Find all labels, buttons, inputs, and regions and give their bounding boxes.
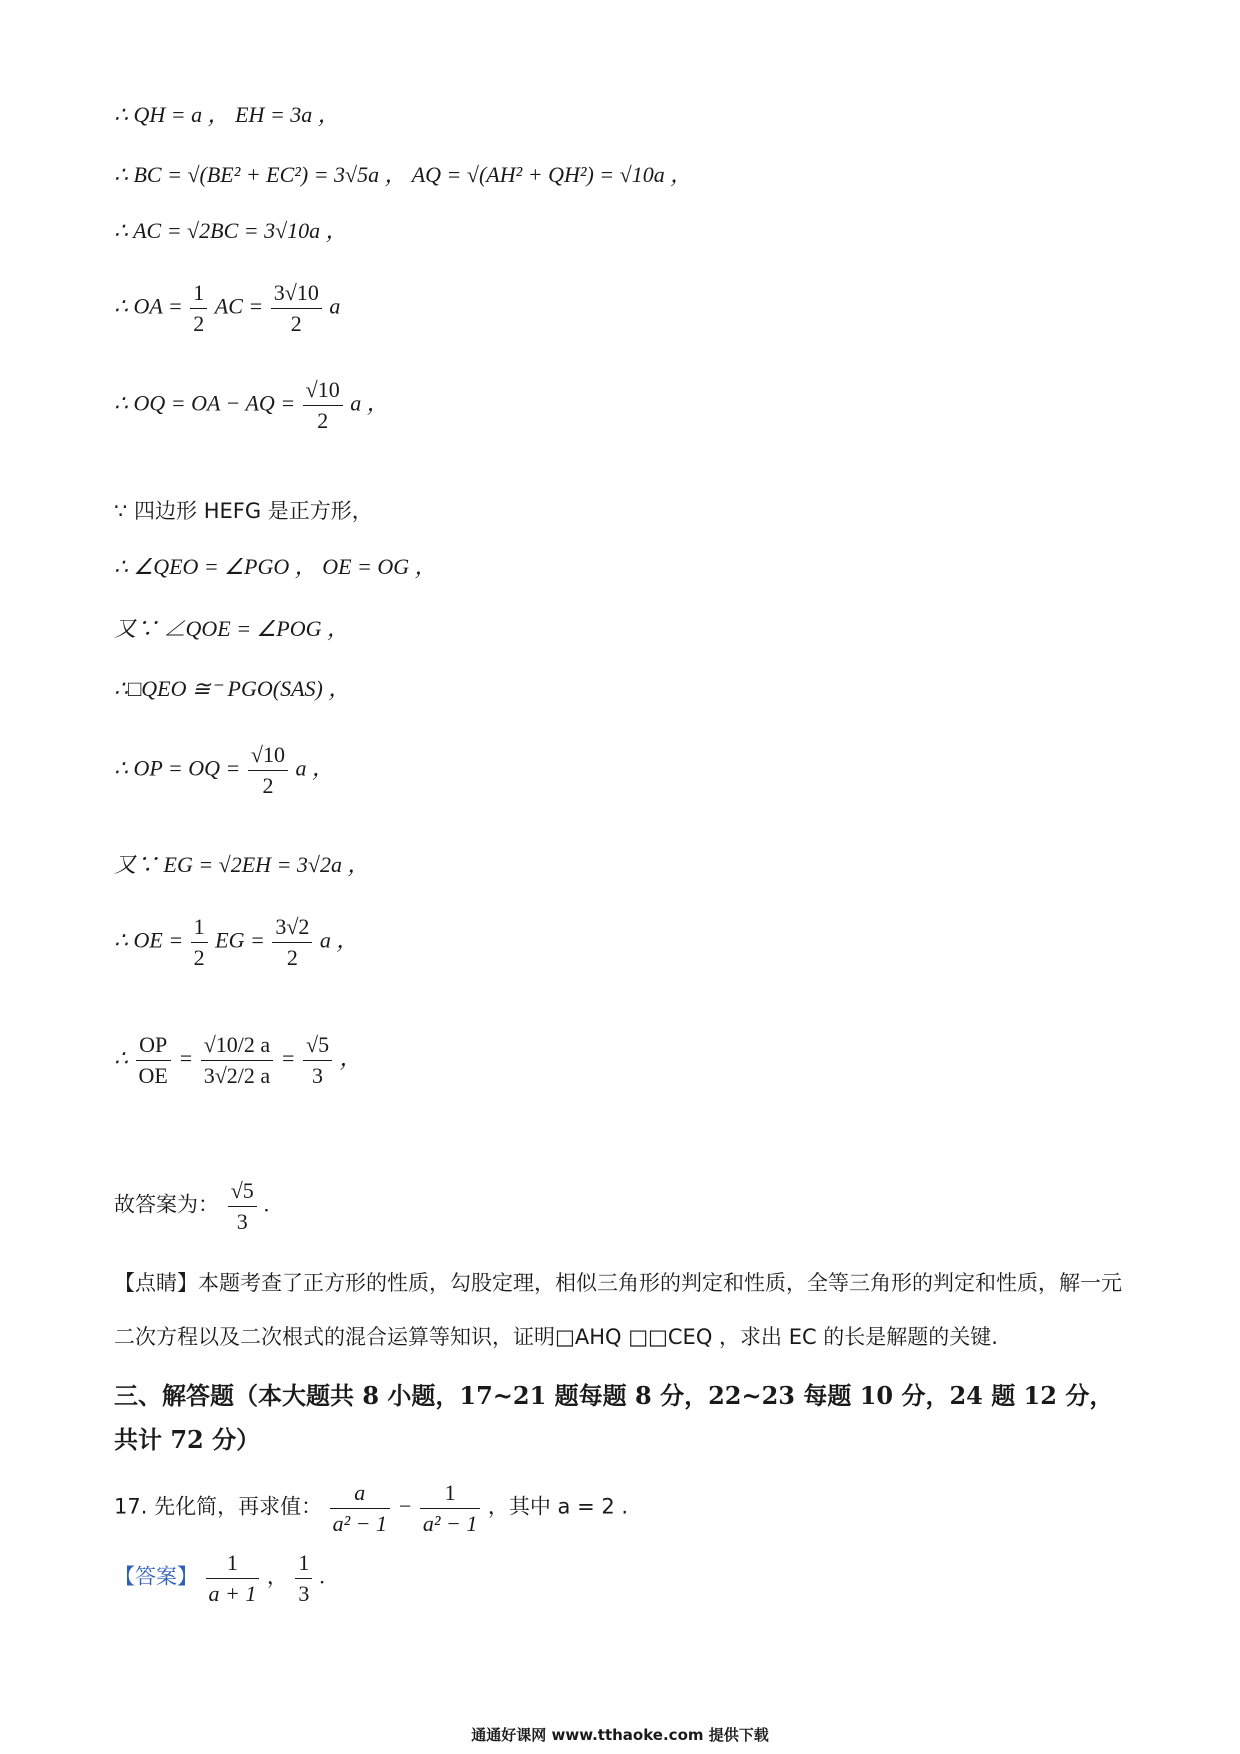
math-text: a ， (295, 755, 334, 781)
fraction (248, 740, 288, 801)
denominator: 3 (298, 1581, 310, 1606)
numerator: 1 (206, 1548, 260, 1579)
math-text: 又∵ EG = √2EH = 3√2a ， (114, 852, 370, 877)
denominator: 2 (290, 311, 302, 336)
numerator: 3√10 (271, 278, 322, 309)
denominator: 2 (286, 945, 298, 970)
question-text: ，其中 a = 2 . (487, 1494, 629, 1519)
math-text: ∴ QH = a ， EH = 3a ， (114, 102, 340, 127)
fraction (271, 278, 322, 339)
numerator: √10 (303, 375, 343, 406)
footer-watermark: 通通好课网 www.tthaoke.com 提供下载 (471, 1726, 769, 1744)
step-congruent (114, 674, 350, 704)
step-eg (114, 850, 370, 880)
step-oa (114, 278, 340, 339)
answer-17 (114, 1548, 325, 1609)
numerator: √10 (248, 740, 288, 771)
numerator: 1 (190, 278, 207, 309)
math-text: = (178, 1045, 199, 1071)
numerator: 1 (420, 1478, 480, 1509)
step-angle-qoe (114, 614, 349, 644)
step-ratio (114, 1030, 362, 1091)
math-text: 又∵ ∠QOE = ∠POG ， (114, 616, 349, 641)
fraction (303, 375, 343, 436)
denominator: 2 (193, 311, 205, 336)
fraction (206, 1548, 260, 1609)
numerator: √5 (228, 1176, 257, 1207)
denominator: a² − 1 (422, 1511, 478, 1536)
denominator: OE (138, 1063, 168, 1088)
math-text: ∴ OA = (114, 293, 189, 319)
final-answer-line (114, 1176, 270, 1237)
math-text: a ， (319, 927, 359, 953)
math-text: . (319, 1563, 326, 1589)
fraction (190, 278, 207, 339)
denominator: 2 (317, 408, 329, 433)
numerator: 1 (295, 1548, 312, 1579)
numerator: 1 (191, 912, 208, 943)
math-text: a ， (350, 390, 389, 416)
math-text: ∴ AC = √2BC = 3√10a ， (114, 218, 348, 243)
question-17 (114, 1478, 628, 1539)
fraction (228, 1176, 257, 1237)
math-text: ∴□QEO ≅⁻ PGO(SAS) ， (114, 676, 351, 701)
step-op (114, 740, 334, 801)
denominator: 2 (262, 773, 274, 798)
step-qh-eh (114, 100, 340, 130)
math-text: ， (339, 1045, 362, 1071)
math-text: a (329, 293, 341, 319)
step-bc-aq (114, 160, 692, 190)
denominator: 2 (193, 945, 205, 970)
fraction (303, 1030, 332, 1091)
math-text: EG = (215, 927, 271, 953)
denominator: 3 (312, 1063, 324, 1088)
denominator: a + 1 (208, 1581, 257, 1606)
fraction (420, 1478, 480, 1539)
compound-fraction (201, 1030, 273, 1091)
math-text: − (397, 1493, 418, 1519)
math-text: ∴ ∠QEO = ∠PGO ， OE = OG ， (114, 554, 437, 579)
fraction (330, 1478, 390, 1539)
commentary-note: 【点睛】本题考查了正方形的性质，勾股定理，相似三角形的判定和性质，全等三角形的判定和性质，解一元二次方程以及二次根式的混合运算等知识，证明□AHQ □□CEQ ，求出 EC 的长是解题的关键. (114, 1271, 1122, 1349)
fraction (272, 912, 312, 973)
math-text: ∴ OP = OQ = (114, 755, 246, 781)
text: ∵ 四边形 HEFG 是正方形， (114, 499, 373, 523)
math-text: AC = (214, 293, 269, 319)
step-square (114, 496, 373, 526)
numerator: a (330, 1478, 390, 1509)
fraction (136, 1030, 171, 1091)
math-text: ∴ BC = √(BE² + EC²) = 3√5a ， AQ = √(AH² + QH²) = √10a ， (114, 162, 693, 187)
numerator: OP (136, 1030, 171, 1061)
denominator: 3√2/2 a (203, 1063, 271, 1088)
separator: ， (266, 1564, 288, 1589)
numerator: √5 (303, 1030, 332, 1061)
math-text: . (264, 1191, 270, 1217)
denominator: 3 (236, 1209, 248, 1234)
fraction (295, 1548, 312, 1609)
step-oe (114, 912, 358, 973)
math-text: ∴ (114, 1045, 134, 1071)
question-text: 17. 先化简，再求值： (114, 1494, 323, 1519)
section-heading: 三、解答题（本大题共 8 小题，17~21 题每题 8 分，22~23 每题 10 分，24 题 12 分，共计 72 分） (114, 1381, 1114, 1454)
text: 故答案为： (114, 1192, 226, 1217)
step-ac (114, 216, 348, 246)
numerator: √10/2 a (201, 1030, 273, 1061)
math-text: ∴ OQ = OA − AQ = (114, 390, 301, 416)
answer-tag: 【答案】 (114, 1564, 198, 1589)
denominator: a² − 1 (332, 1511, 388, 1536)
math-text: = (280, 1045, 301, 1071)
step-oq (114, 375, 389, 436)
math-text: ∴ OE = (114, 927, 189, 953)
fraction (191, 912, 208, 973)
step-angles (114, 552, 437, 582)
numerator: 3√2 (272, 912, 312, 943)
